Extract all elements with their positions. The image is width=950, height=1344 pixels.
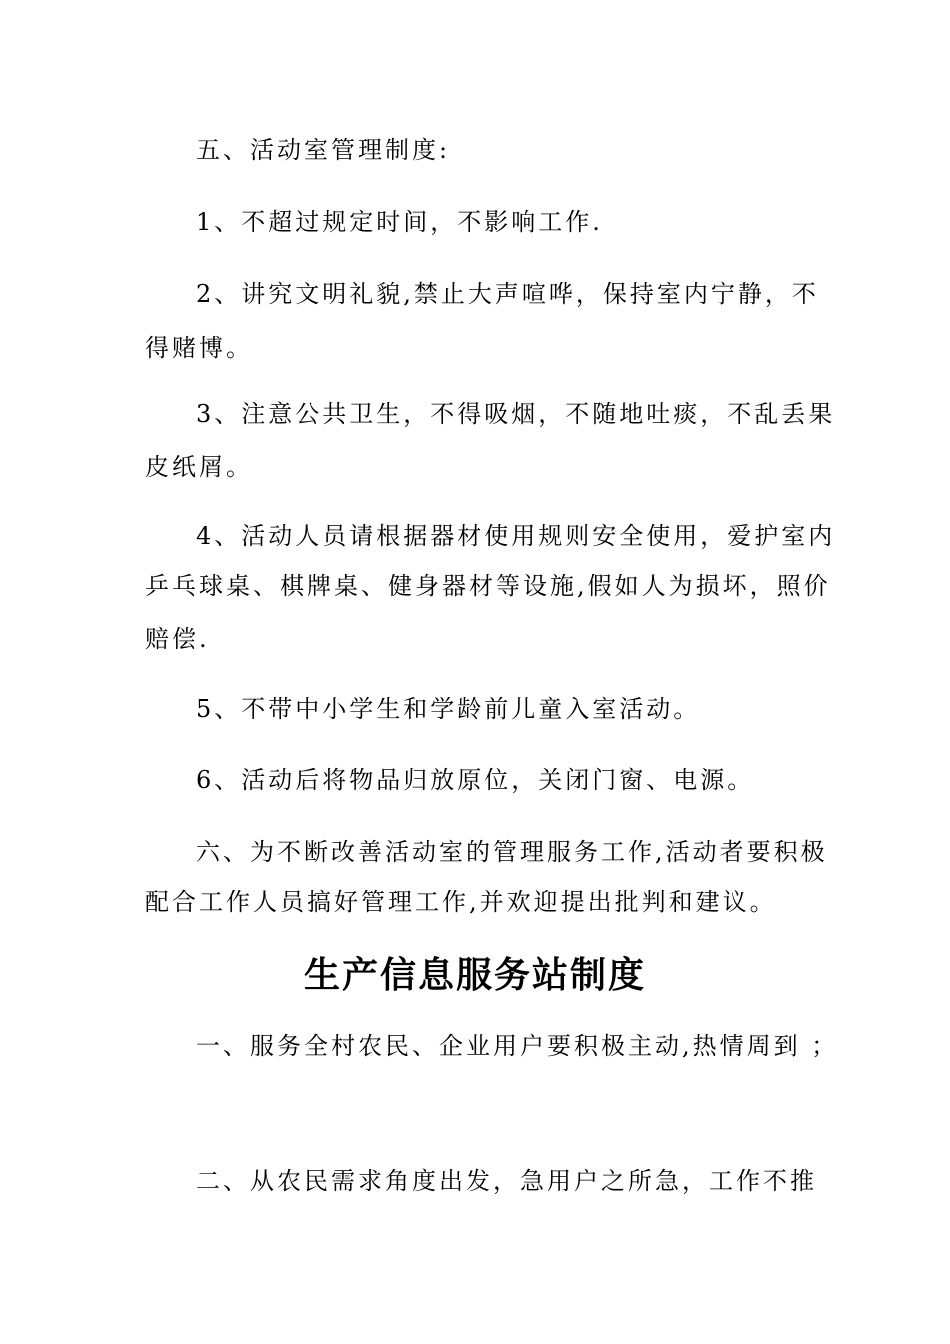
rule-item-4-line-2: 乒乓球桌、棋牌桌、健身器材等设施,假如人为损坏，照价 [145,572,831,600]
rule-item-5: 5、不带中小学生和学龄前儿童入室活动。 [196,695,701,723]
rule-item-1: 1、不超过规定时间，不影响工作. [196,208,603,236]
rule-item-6: 6、活动后将物品归放原位，关闭门窗、电源。 [196,766,755,794]
station-heading: 生产信息服务站制度 [303,955,646,996]
rule-item-2-line-2: 得赌博。 [145,334,253,362]
section-five-title: 五、活动室管理制度: [196,136,451,164]
rule-item-2-line-1: 2、讲究文明礼貌,禁止大声喧哗，保持室内宁静，不 [196,280,819,308]
station-rule-2: 二、从农民需求角度出发，急用户之所急，工作不推 [196,1167,817,1195]
rule-item-3-line-1: 3、注意公共卫生，不得吸烟，不随地吐痰，不乱丢果 [196,400,836,428]
rule-item-4-line-3: 赔偿. [145,625,210,653]
rule-item-3-line-2: 皮纸屑。 [145,453,253,481]
section-six-line-1: 六、为不断改善活动室的管理服务工作,活动者要积极 [196,838,828,866]
rule-item-4-line-1: 4、活动人员请根据器材使用规则安全使用，爱护室内 [196,522,836,550]
section-six-line-2: 配合工作人员搞好管理工作,并欢迎提出批判和建议。 [145,888,777,916]
station-rule-1: 一、服务全村农民、企业用户要积极主动,热情周到 ； [196,1032,839,1060]
